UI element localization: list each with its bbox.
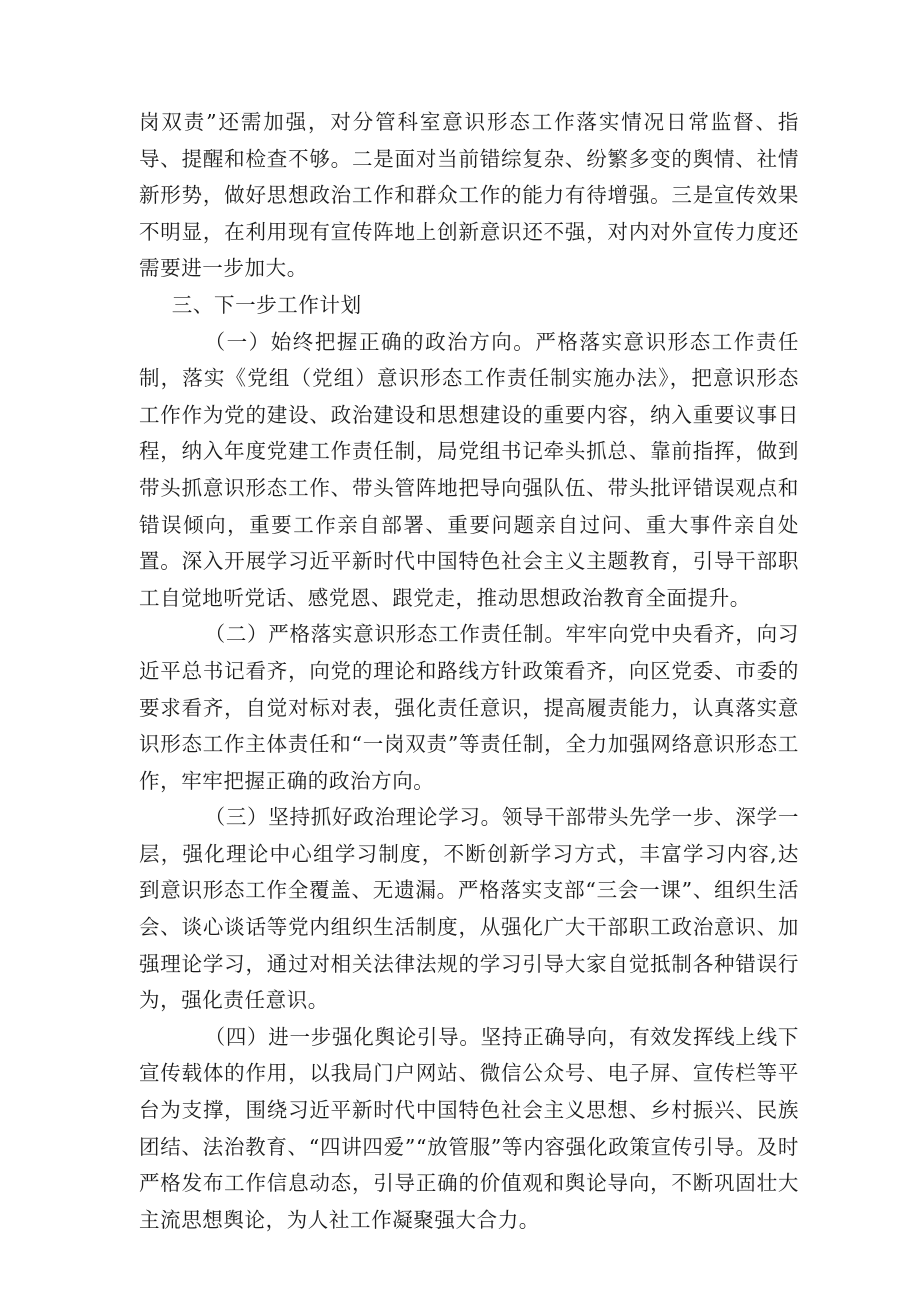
paragraph-continuation: 岗双责”还需加强，对分管科室意识形态工作落实情况日常监督、指导、提醒和检查不够。二是面对当前错综复杂、纷繁多变的舆情、社情新形势，做好思想政治工作和群众工作的能力有待增强。三是宣传效果不明显，在利用现有宣传阵地上创新意识还不强，对内对外宣传力度还需要进一步加大。 xyxy=(139,110,799,281)
paragraph-item-4: （四）进一步强化舆论引导。坚持正确导向，有效发挥线上线下宣传载体的作用，以我局门户网站、微信公众号、电子屏、宣传栏等平台为支撑，围绕习近平新时代中国特色社会主义思想、乡村振兴、民族团结、法治教育、“四讲四爱”“放管服”等内容强化政策宣传引导。及时严格发布工作信息动态，引导正确的价值观和舆论导向，不断巩固壮大主流思想舆论，为人社工作凝聚强大合力。 xyxy=(139,1024,800,1232)
section-heading-next-steps: 三、下一步工作计划 xyxy=(171,292,362,317)
paragraph-item-3: （三）坚持抓好政治理论学习。领导干部带头先学一步、深学一层，强化理论中心组学习制度，不断创新学习方式，丰富学习内容,达到意识形态工作全覆盖、无遗漏。严格落实支部“三会一课”、组织生活会、谈心谈话等党内组织生活制度，从强化广大干部职工政治意识、加强理论学习，通过对相关法律法规的学习引导大家自觉抵制各种错误行为，强化责任意识。 xyxy=(139,805,799,1013)
paragraph-item-1: （一）始终把握正确的政治方向。严格落实意识形态工作责任制，落实《党组（党组）意识形态工作责任制实施办法》，把意识形态工作作为党的建设、政治建设和思想建设的重要内容，纳入重要议事日程，纳入年度党建工作责任制，局党组书记牵头抓总、靠前指挥，做到带头抓意识形态工作、带头管阵地把导向强队伍、带头批评错误观点和错误倾向，重要工作亲自部署、重要问题亲自过问、重大事件亲自处置。深入开展学习近平新时代中国特色社会主义主题教育，引导干部职工自觉地听党话、感党恩、跟党走，推动思想政治教育全面提升。 xyxy=(139,329,799,610)
paragraph-item-2: （二）严格落实意识形态工作责任制。牢牢向党中央看齐，向习近平总书记看齐，向党的理论和路线方针政策看齐，向区党委、市委的要求看齐，自觉对标对表，强化责任意识，提高履责能力，认真落实意识形态工作主体责任和“一岗双责”等责任制，全力加强网络意识形态工作，牢牢把握正确的政治方向。 xyxy=(139,622,799,793)
document-body xyxy=(139,104,799,1238)
